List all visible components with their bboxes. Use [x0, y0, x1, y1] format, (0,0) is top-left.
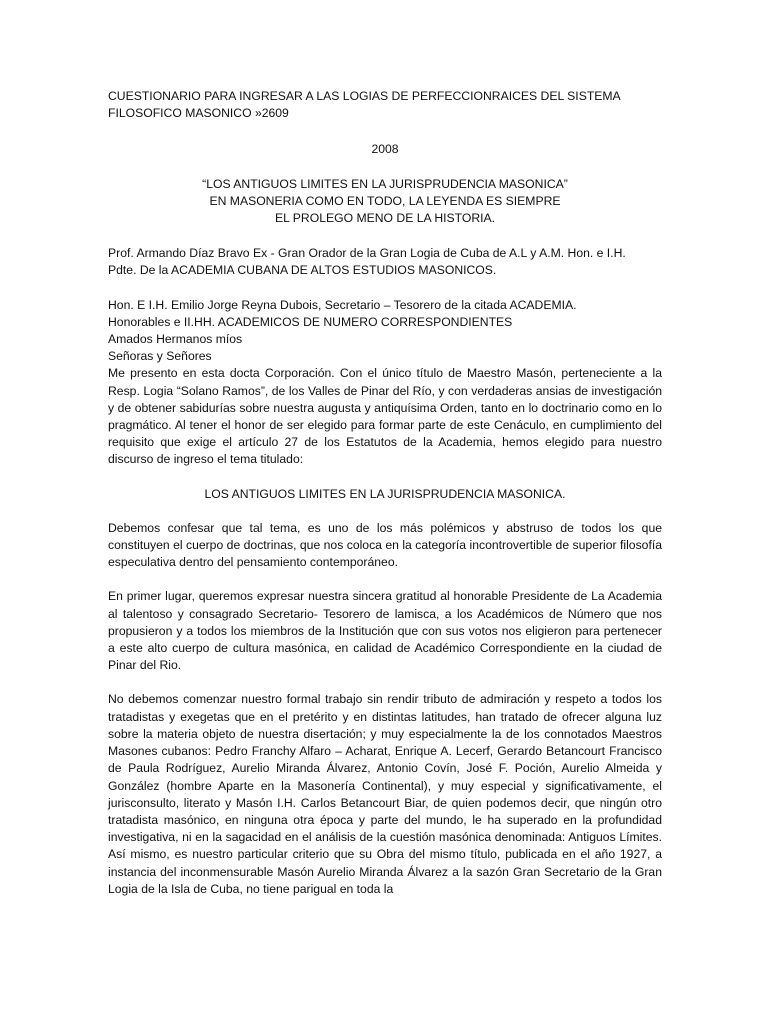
greeting-line-1: Hon. E I.H. Emilio Jorge Reyna Dubois, Secretario – Tesorero de la citada ACADEMIA. — [108, 297, 577, 312]
speech-title-block — [108, 176, 662, 228]
greeting-line-2: Honorables e II.HH. ACADEMICOS DE NUMERO CORRESPONDIENTES — [108, 314, 513, 329]
greeting-line-3: Amados Hermanos míos — [108, 332, 243, 347]
greeting-line-4: Señoras y Señores — [108, 349, 212, 364]
document-body — [108, 88, 662, 898]
intro-paragraph: Me presento en esta docta Corporación. Con el único título de Maestro Masón, perteneciente a la Resp. Logia “Solano Ramos”, de los Valles de Pinar del Río, y con verdaderas ansias de investigación y de obtener sabidurías sobre nuestra augusta y antiquísima Orden, tanto en lo doctrinario como en lo pragmático. Al tener el honor de ser elegido para formar parte de este Cenáculo, en cumplimiento del requisito que exige el artículo 27 de los Estatutos de la Academia, hemos elegido para nuestro discurso de ingreso el tema titulado: — [108, 366, 662, 467]
speech-title-line-1: “LOS ANTIGUOS LIMITES EN LA JURISPRUDENCIA MASONICA” — [202, 176, 568, 191]
document-year: 2008 — [371, 142, 399, 157]
author-line-1: Prof. Armando Díaz Bravo Ex - Gran Orador de la Gran Logia de Cuba de A.L y A.M. Hon. e I.H. — [108, 246, 626, 261]
body-paragraph-2: En primer lugar, queremos expresar nuestra sincera gratitud al honorable Presidente de La Academia al talentoso y consagrado Secretario- Tesorero de lamisca, a los Académicos de Número que nos propusieron y a todos los miembros de la Institución que con sus votos nos eligieron para pertenecer a este alto cuerpo de cultura masónica, en calidad de Académico Correspondiente en la ciudad de Pinar del Rio. — [108, 589, 662, 673]
speech-title-line-3: EL PROLEGO MENO DE LA HISTORIA. — [274, 211, 496, 226]
speech-title-line-2: EN MASONERIA COMO EN TODO, LA LEYENDA ES SIEMPRE — [209, 193, 561, 208]
body-paragraph-3: No debemos comenzar nuestro formal trabajo sin rendir tributo de admiración y respeto a todos los tratadistas y exegetas que en el pretérito y en distintas latitudes, han tratado de ofrecer alguna luz sobre la materia objeto de nuestra disertación; y muy especialmente la de los connotados Maestros Masones cubanos: Pedro Franchy Alfaro – Acharat, Enrique A. Lecerf, Gerardo Betancourt Francisco de Paula Rodríguez, Aurelio Miranda Álvarez, Antonio Covín, José F. Poción, Aurelio Almeida y González (hombre Aparte en la Masonería Continental), y muy especial y significativamente, el jurisconsulto, literato y Masón I.H. Carlos Betancourt Biar, de quien podemos decir, que ningún otro tratadista masónico, en ninguna otra época y parte del mundo, le ha superado en la profundidad investigativa, ni en la sagacidad en el análisis de la cuestión masónica denominada: Antiguos Límites. Así mismo, es nuestro particular criterio que su Obra del mismo título, publicada en el año 1927, a instancia del inconmensurable Masón Aurelio Miranda Álvarez a la sazón Gran Secretario de la Gran Logia de la Isla de Cuba, no tiene parigual en toda la — [108, 692, 662, 896]
section-title: LOS ANTIGUOS LIMITES EN LA JURISPRUDENCIA MASONICA. — [204, 486, 566, 501]
document-heading: CUESTIONARIO PARA INGRESAR A LAS LOGIAS DE PERFECCIONRAICES DEL SISTEMA FILOSOFICO MASONICO »2609 — [108, 89, 621, 121]
author-line-2: Pdte. De la ACADEMIA CUBANA DE ALTOS ESTUDIOS MASONICOS. — [108, 263, 497, 278]
body-paragraph-1: Debemos confesar que tal tema, es uno de los más polémicos y abstruso de todos los que constituyen el cuerpo de doctrinas, que nos coloca en la categoría incontrovertible de superior filosofía especulativa dentro del pensamiento contemporáneo. — [108, 520, 662, 570]
greeting-block — [108, 297, 662, 366]
author-block — [108, 245, 662, 279]
